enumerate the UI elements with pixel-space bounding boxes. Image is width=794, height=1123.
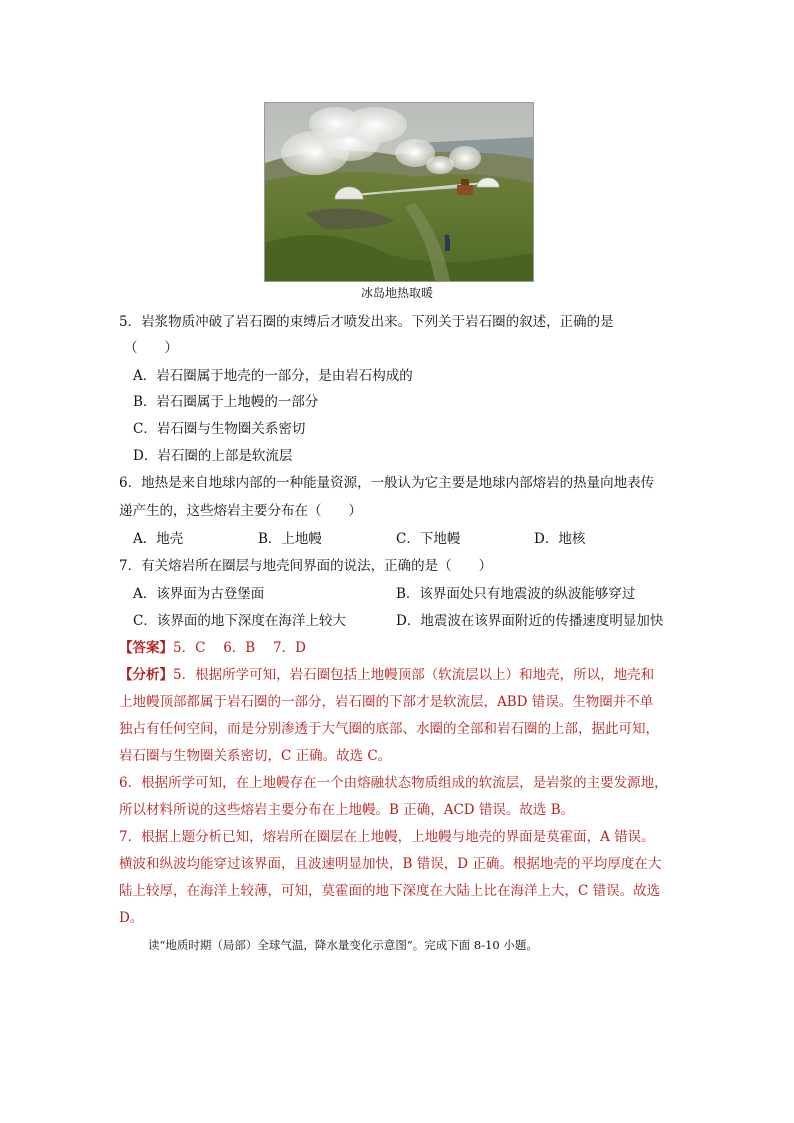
question-6-stem-line1: 6．地热是来自地球内部的一种能量资源，一般认为它主要是地球内部熔岩的热量向地表传: [119, 475, 655, 491]
next-section-intro: 读“地质时期（局部）全球气温，降水量变化示意图”。完成下面 8-10 小题。: [148, 938, 538, 952]
analysis-label: 【分析】: [119, 667, 173, 683]
question-5-option-d: D．岩石圈的上部是软流层: [133, 448, 293, 464]
analysis-line-9: 陆上较厚，在海洋上较薄，可知，莫霍面的地下深度在大陆上比在海洋上大，C 错误。故选: [119, 883, 661, 899]
analysis-line-4: 岩石圈与生物圈关系密切，C 正确。故选 C。: [119, 748, 392, 764]
analysis-line-2: 上地幔顶部都属于岩石圈的一部分，岩石圈的下部才是软流层，ABD 错误。生物圈并不单: [119, 694, 654, 710]
answer-row: [119, 639, 306, 657]
geothermal-scene-illustration: [265, 103, 533, 281]
analysis-line-1: [119, 666, 654, 684]
question-6-option-b: B．上地幔: [258, 531, 322, 547]
question-5-option-a: A．岩石圈属于地壳的一部分，是由岩石构成的: [133, 368, 413, 384]
question-5-blank: （ ）: [124, 340, 178, 356]
question-6-option-a: A．地壳: [133, 531, 184, 547]
question-6-option-c: C．下地幔: [396, 531, 461, 547]
answer-label: 【答案】: [119, 640, 173, 656]
photo-caption: 冰岛地热取暖: [360, 286, 433, 300]
question-6-option-d: D．地核: [534, 531, 586, 547]
analysis-line-8: 横波和纵波均能穿过该界面，且波速明显加快，B 错误，D 正确。根据地壳的平均厚度在大: [119, 856, 662, 872]
question-7-option-b: B．该界面处只有地震波的纵波能够穿过: [396, 586, 636, 602]
analysis-line-3: 独占有任何空间，而是分别渗透于大气圈的底部、水圈的全部和岩石圈的上部，据此可知，: [119, 721, 659, 737]
question-5-option-c: C．岩石圈与生物圈关系密切: [133, 421, 306, 437]
question-7-stem: 7．有关熔岩所在圈层与地壳间界面的说法，正确的是（ ）: [119, 558, 493, 574]
question-5-option-b: B．岩石圈属于上地幔的一部分: [133, 394, 319, 410]
analysis-line-10: D。: [119, 910, 144, 926]
question-6-stem-line2: 递产生的，这些熔岩主要分布在（ ）: [119, 503, 362, 519]
question-7-option-d: D．地震波在该界面附近的传播速度明显加快: [396, 613, 664, 629]
analysis-text-1: 5．根据所学可知，岩石圈包括上地幔顶部（软流层以上）和地壳，所以，地壳和: [173, 667, 655, 683]
question-7-option-c: C．该界面的地下深度在海洋上较大: [133, 613, 346, 629]
question-5-stem: 5．岩浆物质冲破了岩石圈的束缚后才喷发出来。下列关于岩石圈的叙述，正确的是: [119, 314, 614, 330]
analysis-line-7: 7．根据上题分析已知，熔岩所在圈层在上地幔，上地幔与地壳的界面是莫霍面，A 错误。: [119, 829, 655, 845]
analysis-line-6: 所以材料所说的这些熔岩主要分布在上地幔。B 正确，ACD 错误。故选 B。: [119, 802, 575, 818]
question-7-option-a: A．该界面为古登堡面: [133, 586, 265, 602]
geothermal-photo: [264, 102, 534, 282]
analysis-line-5: 6．根据所学可知，在上地幔存在一个由熔融状态物质组成的软流层，是岩浆的主要发源地，: [119, 775, 668, 791]
answer-text: 5．C 6．B 7．D: [173, 640, 306, 656]
